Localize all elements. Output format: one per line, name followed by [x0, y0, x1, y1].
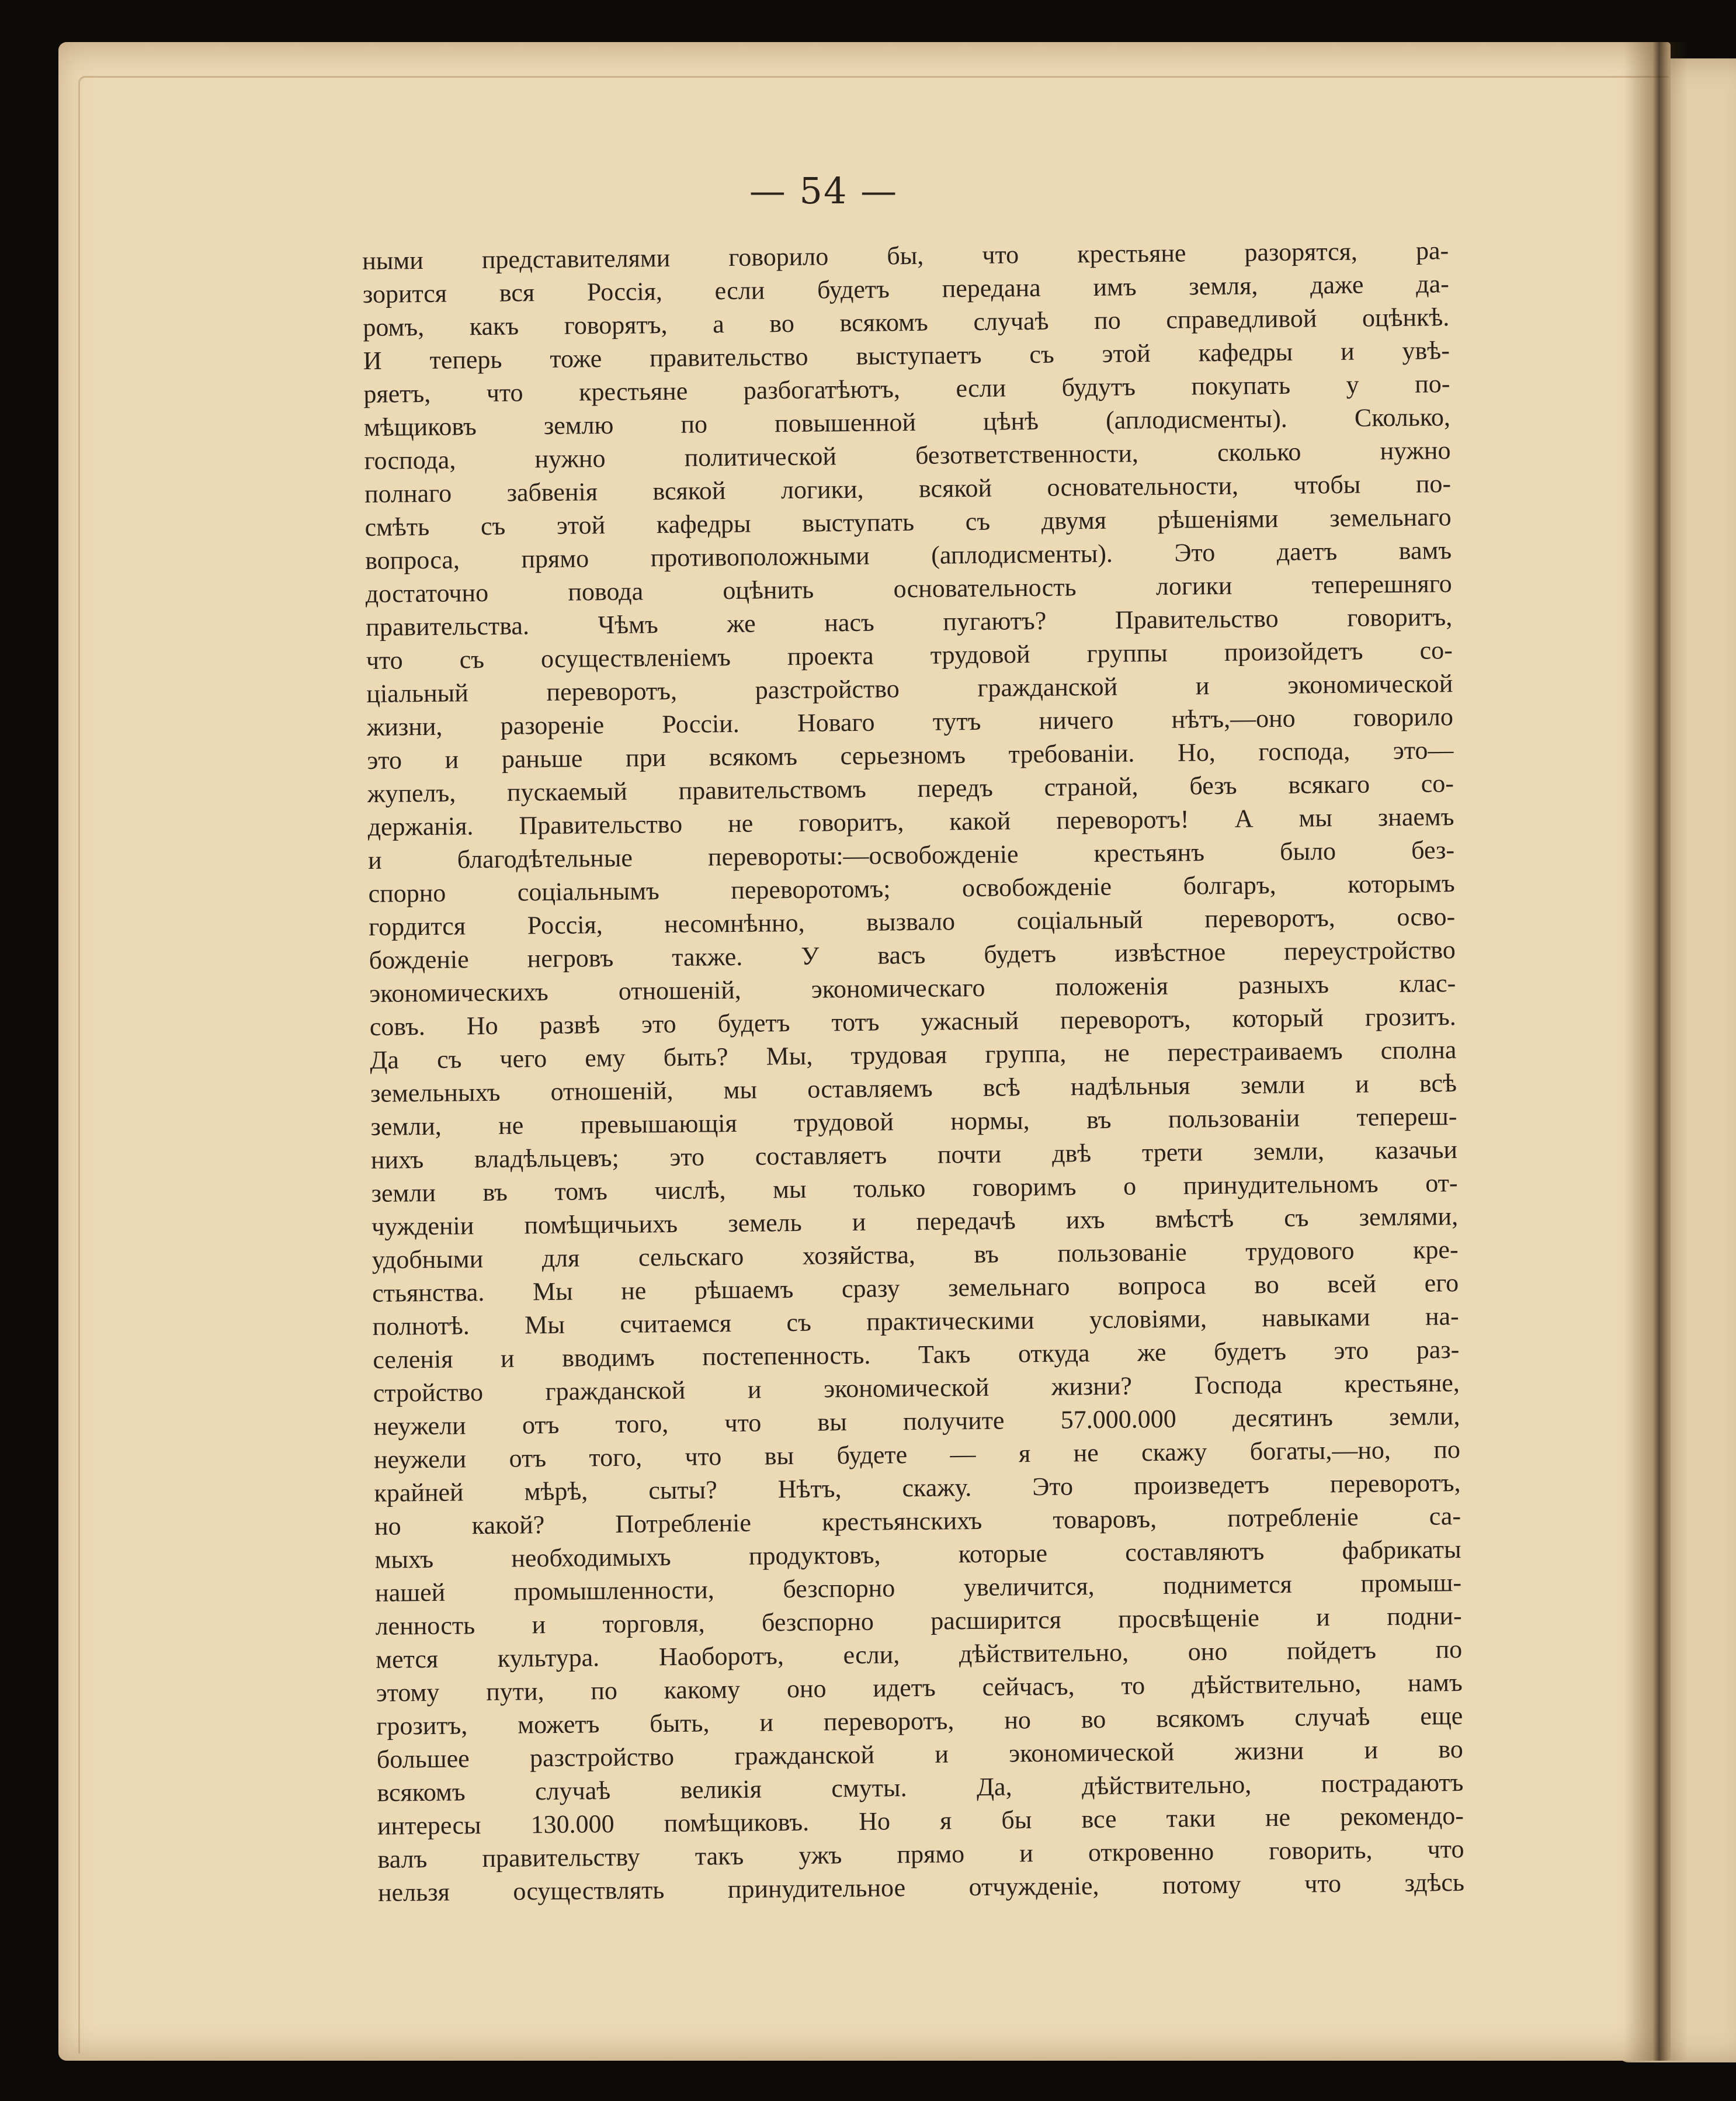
text-line: жупелъ, пускаемый правительствомъ передъ страной, безъ всякаго со-	[367, 769, 1454, 808]
text-line: чужденіи помѣщичьихъ земель и передачѣ ихъ вмѣстѣ съ землями,	[371, 1202, 1459, 1241]
page-body-text	[362, 234, 1464, 1909]
text-line: это и раньше при всякомъ серьезномъ требованіи. Но, господа, это—	[367, 736, 1454, 775]
text-line: достаточно повода оцѣнить основательность логики теперешняго	[365, 569, 1452, 608]
text-line: ряетъ, что крестьяне разбогатѣютъ, если будутъ покупать у по-	[363, 369, 1450, 408]
text-line: держанія. Правительство не говоритъ, какой переворотъ! А мы знаемъ	[367, 802, 1454, 841]
text-line: совъ. Но развѣ это будетъ тотъ ужасный переворотъ, который грозитъ.	[369, 1002, 1457, 1041]
text-line: удобными для сельскаго хозяйства, въ пользованіе трудового кре-	[371, 1235, 1459, 1274]
text-line: стройство гражданской и экономической жизни? Господа крестьяне,	[373, 1368, 1460, 1407]
text-line: ными представителями говорило бы, что крестьяне разорятся, ра-	[362, 236, 1449, 275]
text-line: зорится вся Россія, если будетъ передана имъ земля, даже да-	[362, 269, 1449, 308]
text-line: этому пути, по какому оно идетъ сейчасъ, то дѣйствительно, намъ	[376, 1668, 1463, 1707]
text-line: валъ правительству такъ ужъ прямо и откровенно говорить, что	[377, 1835, 1464, 1874]
text-line: полнотѣ. Мы считаемся съ практическими условіями, навыками на-	[372, 1302, 1459, 1341]
text-line: нихъ владѣльцевъ; это составляетъ почти двѣ трети земли, казачьи	[370, 1135, 1458, 1174]
text-line: Да съ чего ему быть? Мы, трудовая группа, не перестраиваемъ сполна	[370, 1035, 1457, 1074]
text-line: правительства. Чѣмъ же насъ пугаютъ? Правительство говоритъ,	[366, 602, 1453, 642]
text-line: стьянства. Мы не рѣшаемъ сразу земельнаго вопроса во всей его	[372, 1268, 1459, 1308]
text-line: неужели отъ того, что вы будете — я не скажу богаты,—но, по	[373, 1435, 1461, 1474]
text-line: нашей промышленности, безспорно увеличится, поднимется промыш-	[374, 1568, 1462, 1607]
text-line: но какой? Потребленіе крестьянскихъ товаровъ, потребленіе са-	[374, 1502, 1461, 1541]
text-line: селенія и вводимъ постепенность. Такъ откуда же будетъ это раз-	[373, 1335, 1460, 1374]
text-line: грозитъ, можетъ быть, и переворотъ, но во всякомъ случаѣ еще	[376, 1701, 1463, 1741]
page-number: — 54 —	[749, 169, 898, 212]
text-line: спорно соціальнымъ переворотомъ; освобожденіе болгаръ, которымъ	[368, 869, 1455, 908]
text-line: смѣть съ этой кафедры выступать съ двумя рѣшеніями земельнаго	[364, 502, 1452, 542]
text-line: И теперь тоже правительство выступаетъ съ этой кафедры и увѣ-	[363, 336, 1450, 375]
text-line: земли въ томъ числѣ, мы только говоримъ о принудительномъ от-	[371, 1169, 1458, 1208]
book-gutter-shadow	[1624, 42, 1688, 2061]
text-line: ленность и торговля, безспорно расширится просвѣщеніе и подни-	[375, 1601, 1462, 1641]
text-line: гордится Россія, несомнѣнно, вызвало соціальный переворотъ, осво-	[368, 902, 1456, 941]
text-line: нельзя осуществлять принудительное отчужденіе, потому что здѣсь	[377, 1868, 1465, 1907]
text-line: неужели отъ того, что вы получите 57.000.000 десятинъ земли,	[373, 1402, 1460, 1441]
text-line: господа, нужно политической безответственности, сколько нужно	[364, 436, 1451, 475]
text-line: экономическихъ отношеній, экономическаго положенія разныхъ клас-	[369, 969, 1456, 1008]
text-line: мыхъ необходимыхъ продуктовъ, которые составляютъ фабрикаты	[374, 1535, 1461, 1574]
text-line: что съ осуществленіемъ проекта трудовой группы произойдетъ со-	[366, 636, 1453, 675]
text-line: ромъ, какъ говорятъ, а во всякомъ случаѣ по справедливой оцѣнкѣ.	[363, 303, 1450, 342]
text-line: всякомъ случаѣ великія смуты. Да, дѣйствительно, пострадаютъ	[377, 1768, 1464, 1807]
text-line: интересы 130.000 помѣщиковъ. Но я бы все таки не рекомендо-	[377, 1801, 1464, 1840]
text-line: мется культура. Наоборотъ, если, дѣйствительно, оно пойдетъ по	[376, 1635, 1463, 1674]
text-line: полнаго забвенія всякой логики, всякой основательности, чтобы по-	[364, 469, 1452, 508]
text-line: большее разстройство гражданской и экономической жизни и во	[376, 1735, 1464, 1774]
text-line: крайней мѣрѣ, сыты? Нѣтъ, скажу. Это произведетъ переворотъ,	[374, 1468, 1461, 1507]
text-line: жизни, разореніе Россіи. Новаго тутъ ничего нѣтъ,—оно говорило	[366, 702, 1454, 741]
text-line: вопроса, прямо противоположными (аплодисменты). Это даетъ вамъ	[364, 536, 1452, 575]
text-line: земельныхъ отношеній, мы оставляемъ всѣ надѣльныя земли и всѣ	[370, 1069, 1457, 1108]
text-line: ціальный переворотъ, разстройство гражданской и экономической	[366, 669, 1453, 708]
text-line: земли, не превышающія трудовой нормы, въ пользованіи теперeш-	[370, 1102, 1457, 1141]
text-line: божденіе негровъ также. У васъ будетъ извѣстное переустройство	[369, 935, 1456, 975]
text-line: мѣщиковъ землю по повышенной цѣнѣ (аплодисменты). Сколько,	[363, 403, 1451, 442]
text-line: и благодѣтельные перевороты:—освобожденіе крестьянъ было без-	[367, 835, 1455, 875]
